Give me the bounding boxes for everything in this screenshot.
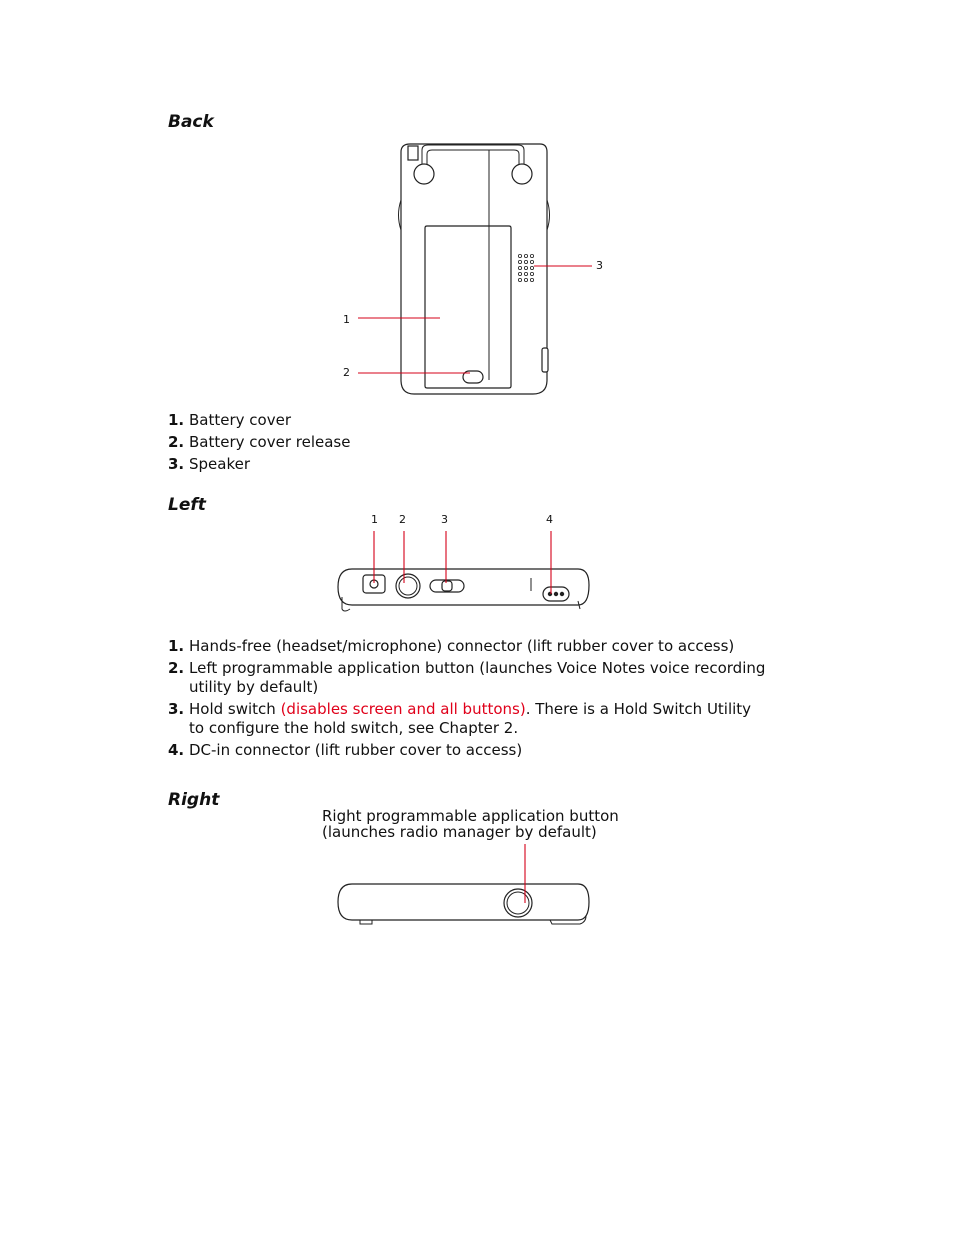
list-item [168, 700, 768, 738]
list-item [168, 659, 768, 697]
item-text-highlight: (disables screen and all buttons) [280, 700, 526, 718]
device-back-diagram [330, 140, 620, 400]
item-number: 2. [168, 433, 185, 451]
item-text: Battery cover release [189, 433, 351, 451]
list-item [168, 455, 350, 474]
item-number: 4. [168, 741, 185, 759]
section-heading-left: Left [168, 495, 206, 515]
back-parts-list [168, 411, 350, 474]
back-callout-3: 3 [596, 259, 603, 272]
list-item [168, 741, 768, 760]
item-text: Hands-free (headset/microphone) connector (lift rubber cover to access) [189, 637, 735, 655]
device-right-diagram [330, 840, 600, 930]
list-item [168, 411, 350, 430]
item-number: 3. [168, 455, 185, 473]
left-callout-1: 1 [371, 513, 378, 526]
item-text-before: Hold switch [189, 700, 281, 718]
device-left-diagram [330, 525, 600, 615]
caption-line-1: Right programmable application button [322, 807, 619, 825]
list-item [168, 433, 350, 452]
back-callout-2: 2 [343, 366, 350, 379]
caption-line-2: (launches radio manager by default) [322, 823, 597, 841]
item-text: Battery cover [189, 411, 291, 429]
item-text: Speaker [189, 455, 251, 473]
left-callout-4: 4 [546, 513, 553, 526]
item-text: DC-in connector (lift rubber cover to access) [189, 741, 523, 759]
item-number: 1. [168, 411, 185, 429]
section-heading-right: Right [168, 790, 220, 810]
item-text: Left programmable application button (launches Voice Notes voice recording utility by default) [189, 659, 766, 696]
section-heading-back: Back [168, 112, 214, 132]
left-parts-list [168, 637, 768, 760]
left-callout-3: 3 [441, 513, 448, 526]
right-button-caption [322, 808, 642, 840]
item-number: 3. [168, 700, 185, 718]
back-callout-1: 1 [343, 313, 350, 326]
item-number: 2. [168, 659, 185, 677]
item-text-after: . There is a Hold Switch Utility to configure the hold switch, see Chapter 2. [189, 700, 752, 737]
list-item [168, 637, 768, 656]
item-number: 1. [168, 637, 185, 655]
left-callout-2: 2 [399, 513, 406, 526]
